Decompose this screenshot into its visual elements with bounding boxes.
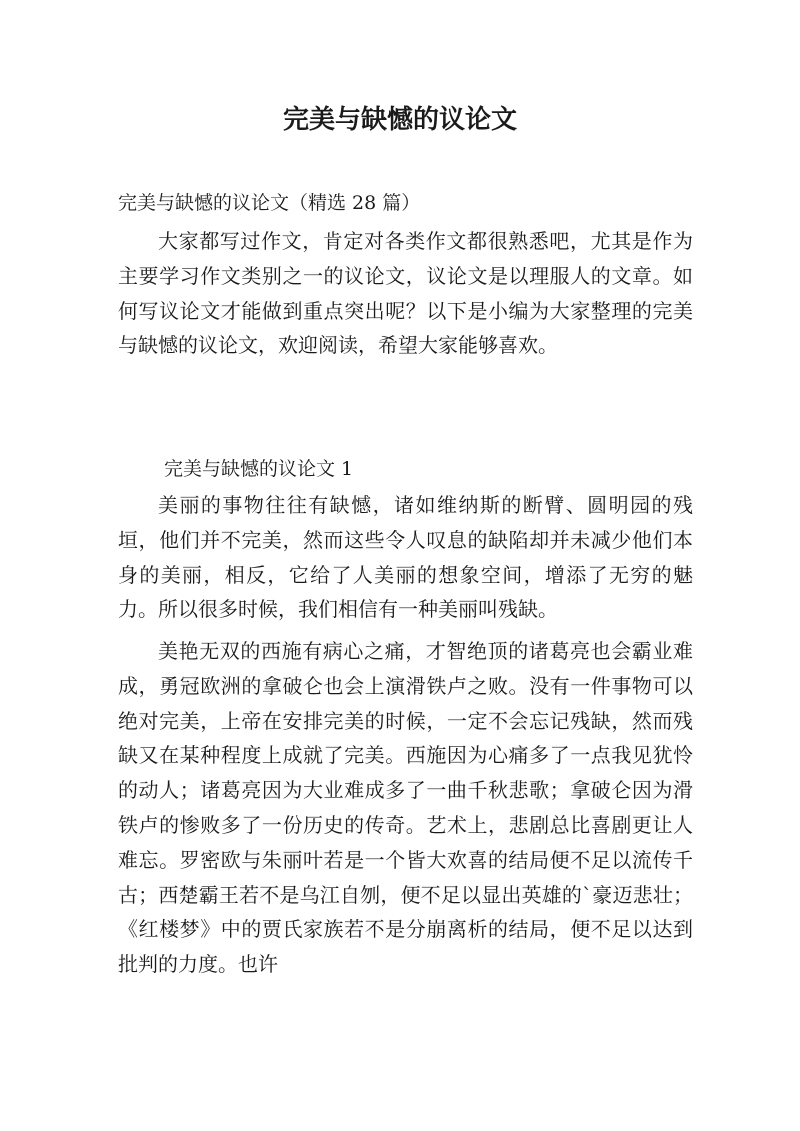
body-paragraph-2: 美艳无双的西施有病心之痛，才智绝顶的诸葛亮也会霸业难成，勇冠欧洲的拿破仑也会上演滑铁卢之败。没有一件事物可以绝对完美，上帝在安排完美的时候，一定不会忘记残缺，然而残缺又在某种程度上成就了完美。西施因为心痛多了一点我见犹怜的动人；诸葛亮因为大业难成多了一曲千秋悲歌；拿破仑因为滑铁卢的惨败多了一份历史的传奇。艺术上，悲剧总比喜剧更让人难忘。罗密欧与朱丽叶若是一个皆大欢喜的结局便不足以流传千古；西楚霸王若不是乌江自刎，便不足以显出英雄的`豪迈悲壮；《红楼梦》中的贾氏家族若不是分崩离析的结局，便不足以达到批判的力度。也许 (118, 639, 693, 977)
document-title: 完美与缺憾的议论文 (282, 105, 517, 135)
document-subtitle: 完美与缺憾的议论文（精选 28 篇） (118, 192, 421, 214)
body-paragraph-1: 美丽的事物往往有缺憾，诸如维纳斯的断臂、圆明园的残垣，他们并不完美，然而这些令人叹息的缺陷却并未减少他们本身的美丽，相反，它给了人美丽的想象空间，增添了无穷的魅力。所以很多时候，我们相信有一种美丽叫残缺。 (118, 493, 693, 622)
section-heading: 完美与缺憾的议论文 1 (164, 458, 354, 480)
intro-paragraph: 大家都写过作文，肯定对各类作文都很熟悉吧，尤其是作为主要学习作文类别之一的议论文，议论文是以理服人的文章。如何写议论文才能做到重点突出呢？以下是小编为大家整理的完美与缺憾的议论文，欢迎阅读，希望大家能够喜欢。 (118, 229, 693, 358)
